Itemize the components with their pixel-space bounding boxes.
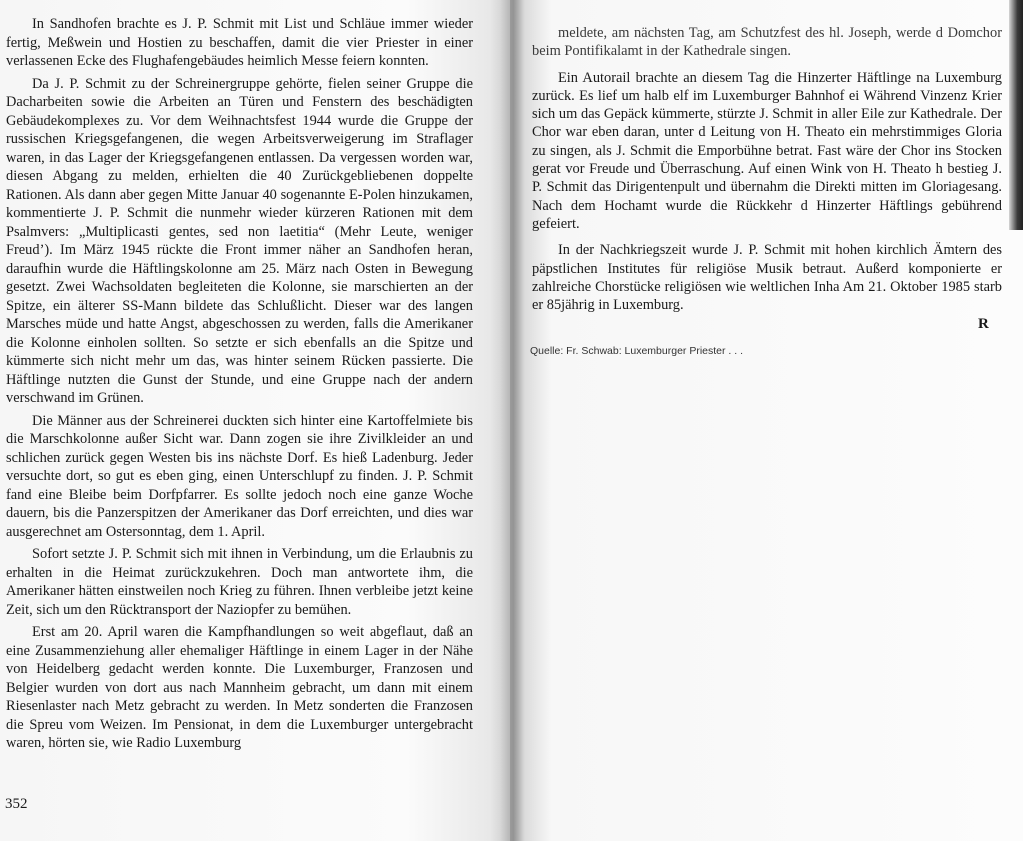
left-paragraph: In Sandhofen brachte es J. P. Schmit mit List und Schläue immer wieder fertig, Meßwein und Hostien zu beschaffen, damit die vier Priester in einer verlassenen Ecke des Flughafengebäudes heimlich Messe feiern konnten.: [6, 16, 473, 69]
page-edge-shadow: [1009, 0, 1023, 230]
right-paragraph: meldete, am nächsten Tag, am Schutzfest des hl. Joseph, werde d Domchor beim Pontifikalamt in der Kathedrale singen.: [532, 25, 1002, 60]
right-paragraph: Ein Autorail brachte an diesem Tag die Hinzerter Häftlinge na Luxemburg zurück. Es lief um halb elf im Luxemburger Bahnhof ei Während Vinzenz Krier sich um das Gepäck kümmerte, stürzte J. Schmit in aller Eile zur Kathedrale. Der Chor war eben daran, unter d Leitung von H. Theato ein mehrstimmiges Gloria zu singen, als J. Schmit die Emporbühne betrat. Fast wäre der Chor ins Stocken gerat vor Freude und Überraschung. Auf einen Wink von H. Theato h bestieg J. P. Schmit das Dirigentenpult und übernahm die Direkti mitten im Gloriagesang. Nach dem Hochamt wurde die Rückkehr d Hinzerter Häftlings gebührend gefeiert.: [532, 69, 1002, 232]
left-paragraph: Die Männer aus der Schreinerei duckten sich hinter eine Kartoffelmiete bis die Marschkolonne außer Sicht war. Dann zogen sie ihre Zivilkleider an und schlichen zurück gegen Westen bis ins nächste Dorf. Es hieß Ladenburg. Jeder versuchte dort, so gut es eben ging, einen Unterschlupf zu finden. J. P. Schmit fand eine Bleibe beim Dorfpfarrer. Es sollte jedoch noch eine ganze Woche dauern, bis die Panzerspitzen der Amerikaner das Dorf erreichten, und dies war ausgerechnet am Ostersonntag, dem 1. April.: [6, 412, 473, 540]
left-paragraph: Erst am 20. April waren die Kampfhandlungen so weit abgeflaut, daß an eine Zusammenziehung aller ehemaliger Häftlinge in einem Lager in der Nähe von Heidelberg gedacht werden konnte. Die Luxemburger, Franzosen und Belgier wurden von dort aus nach Mannheim gebracht, um dann mit einem Riesenlaster nach Metz gebracht zu werden. In Metz sonderten die Franzosen die Spreu vom Weizen. Im Pensionat, in dem die Luxemburger untergebracht waren, hörten sie, wie Radio Luxemburg: [6, 624, 473, 751]
left-paragraph: Sofort setzte J. P. Schmit sich mit ihnen in Verbindung, um die Erlaubnis zu erhalten in die Heimat zurückzukehren. Doch man antwortete ihm, die Amerikaner hätten einstweilen noch Krieg zu führen. Ihnen verbleibe jetzt keine Zeit, sich um den Rücktransport der Naziopfer zu bemühen.: [6, 546, 473, 618]
author-initial: R: [978, 316, 989, 332]
source-citation: Quelle: Fr. Schwab: Luxemburger Priester . . .: [530, 345, 744, 357]
right-page: [510, 0, 1023, 841]
left-paragraph: Da J. P. Schmit zu der Schreinergruppe gehörte, fielen seiner Gruppe die Dacharbeiten sowie die Arbeiten an Türen und Fenstern des beschädigten Gebäudekomplexes zu. Vor dem Weihnachtsfest 1944 wurde die Gruppe der russischen Kriegsgefangenen, die wegen Arbeitsverweigerung im Straflager waren, in das Lager der Kriegsgefangenen entlassen. Da vergessen worden war, diesen Abgang zu melden, erhielten die 40 Zurückgebliebenen doppelte Rationen. Als dann aber gegen Mitte Januar 40 sogenannte E-Polen hinzukamen, kommentierte J. P. Schmit die nunmehr wieder kürzeren Rationen mit dem Psalmvers: „Multiplicasti gentes, sed non laetitia“ (Mehr Leute, weniger Freud’). Im März 1945 rückte die Front immer näher an Sandhofen heran, daraufhin wurde die Häftlingskolonne am 25. März nach Osten in Bewegung gesetzt. Zwei Wachsoldaten begleiteten die Kolonne, sie marschierten an der Spitze, ein älterer SS-Mann bildete das Schlußlicht. Dieser war des langen Marsches müde und hatte Angst, abgeschossen zu werden, falls die Amerikaner die Kolonne einholen sollten. So setzte er sich ebenfalls an die Spitze und kümmerte sich nicht mehr um das, was hinter seinem Rücken passierte. Die Häftlinge nutzten die Gunst der Stunde, und eine Gruppe nach der andern verschwand im Grünen.: [6, 75, 473, 406]
left-page-text: [6, 15, 473, 757]
right-paragraph: In der Nachkriegszeit wurde J. P. Schmit mit hohen kirchlich Ämtern des päpstlichen Institutes für religiöse Musik betraut. Außerd komponierte er zahlreiche Chorstücke religiösen wie weltlichen Inha Am 21. Oktober 1985 starb er 85jährig in Luxemburg.: [532, 242, 1002, 314]
right-page-text: [532, 24, 1002, 322]
left-page: [0, 0, 510, 841]
page-number: 352: [5, 796, 28, 812]
